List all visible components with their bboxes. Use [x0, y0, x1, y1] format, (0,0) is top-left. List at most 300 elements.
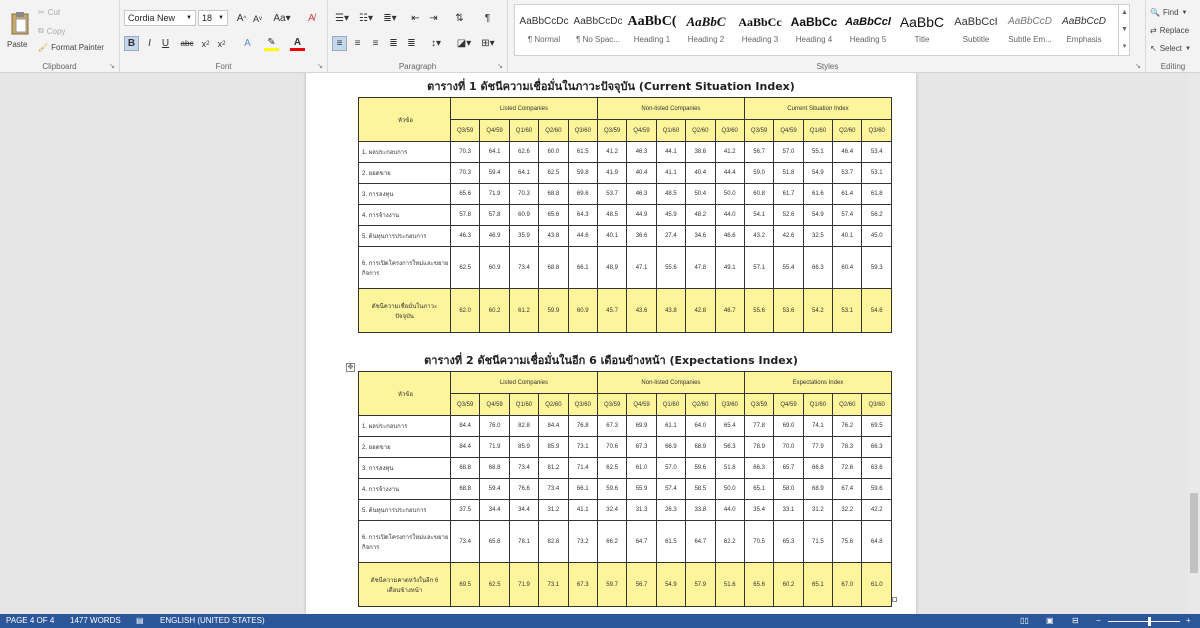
- quarter-cell: Q4/59: [627, 394, 656, 416]
- quarter-cell: Q2/60: [539, 120, 568, 142]
- strikethrough-icon[interactable]: abc: [180, 39, 194, 48]
- table-row: [359, 247, 892, 289]
- value-cell: 48.2: [686, 205, 715, 226]
- value-cell: 46.6: [715, 226, 744, 247]
- value-cell: 57.8: [480, 205, 509, 226]
- value-cell: 51.8: [774, 163, 803, 184]
- value-cell: 55.1: [803, 142, 832, 163]
- summary-value-cell: 69.5: [451, 563, 480, 607]
- summary-value-cell: 55.6: [744, 289, 773, 333]
- value-cell: 31.3: [627, 500, 656, 521]
- value-cell: 50.4: [686, 184, 715, 205]
- value-cell: 69.5: [862, 416, 892, 437]
- value-cell: 76.6: [509, 479, 538, 500]
- dialog-launcher-icon[interactable]: ↘: [1135, 63, 1141, 70]
- value-cell: 26.3: [656, 500, 685, 521]
- summary-value-cell: 71.9: [509, 563, 538, 607]
- style-heading-1[interactable]: [626, 9, 678, 55]
- scissors-icon: ✂: [38, 8, 45, 17]
- value-cell: 54.1: [744, 205, 773, 226]
- value-cell: 56.7: [744, 142, 773, 163]
- decrease-indent-icon[interactable]: ⇤: [411, 13, 420, 24]
- chevron-down-icon: ▼: [1184, 45, 1191, 52]
- value-cell: 69.9: [627, 416, 656, 437]
- dialog-launcher-icon[interactable]: ↘: [497, 63, 503, 70]
- quarter-cell: Q3/60: [715, 120, 744, 142]
- value-cell: 73.4: [509, 458, 538, 479]
- style-no-spacing[interactable]: [572, 9, 624, 55]
- editing-group: [1146, 0, 1200, 73]
- proofing-icon[interactable]: ▤: [136, 616, 144, 625]
- select-button[interactable]: [1150, 44, 1191, 53]
- paste-button[interactable]: [6, 6, 34, 40]
- value-cell: 76.2: [833, 416, 862, 437]
- chevron-down-icon: ▼: [218, 15, 224, 21]
- value-cell: 52.6: [774, 205, 803, 226]
- table-row: [359, 521, 892, 563]
- value-cell: 44.9: [627, 205, 656, 226]
- value-cell: 70.3: [451, 142, 480, 163]
- value-cell: 66.2: [597, 521, 626, 563]
- style-name: Heading 3: [741, 35, 779, 44]
- table-row: [359, 142, 892, 163]
- format-painter-button[interactable]: [38, 43, 104, 52]
- style-name: Heading 2: [687, 35, 725, 44]
- copy-icon: ⧉: [38, 26, 44, 35]
- paste-label[interactable]: Paste: [7, 40, 28, 49]
- copy-button[interactable]: [38, 26, 65, 36]
- search-icon: 🔍: [1150, 8, 1160, 17]
- table-row: [359, 163, 892, 184]
- value-cell: 78.3: [833, 437, 862, 458]
- borders-icon[interactable]: ⊞▾: [481, 38, 495, 49]
- value-cell: 68.9: [803, 479, 832, 500]
- value-cell: 72.6: [833, 458, 862, 479]
- value-cell: 70.6: [597, 437, 626, 458]
- grow-font-icon[interactable]: A ^: [236, 13, 247, 24]
- value-cell: 60.9: [509, 205, 538, 226]
- value-cell: 34.6: [686, 226, 715, 247]
- summary-value-cell: 61.0: [862, 563, 892, 607]
- find-button[interactable]: [1150, 8, 1187, 17]
- value-cell: 65.4: [715, 416, 744, 437]
- print-layout-icon[interactable]: ▣: [1046, 616, 1054, 625]
- align-left-icon[interactable]: ≡: [332, 36, 347, 51]
- value-cell: 33.8: [686, 500, 715, 521]
- scroll-down-icon[interactable]: ▼: [1121, 26, 1128, 33]
- summary-value-cell: 57.9: [686, 563, 715, 607]
- table1-caption: ตารางที่ 1 ดัชนีความเชื่อมั่นในภาวะปัจจุบัน (Current Situation Index): [427, 80, 795, 93]
- row-label-cell: 5. ต้นทุนการประกอบการ: [359, 500, 451, 521]
- document-area[interactable]: [0, 73, 1200, 614]
- clear-formatting-icon[interactable]: A̸: [308, 13, 315, 24]
- word-count[interactable]: 1477 WORDS: [70, 616, 121, 625]
- value-cell: 50.0: [715, 479, 744, 500]
- quarter-cell: Q1/60: [509, 394, 538, 416]
- style-preview: AaBbC: [686, 14, 726, 29]
- table-row: [359, 458, 892, 479]
- value-cell: 42.6: [774, 226, 803, 247]
- value-cell: 77.8: [744, 416, 773, 437]
- style-subtitle[interactable]: [950, 9, 1002, 55]
- font-group-label: Font: [215, 62, 232, 71]
- table-row: [359, 205, 892, 226]
- quarter-cell: Q2/60: [833, 394, 862, 416]
- superscript-icon[interactable]: x 2: [217, 38, 226, 49]
- style-name: ¶ Normal: [527, 35, 561, 44]
- value-cell: 70.5: [744, 521, 773, 563]
- summary-value-cell: 60.9: [568, 289, 597, 333]
- quarter-cell: Q1/60: [509, 120, 538, 142]
- summary-row: [359, 563, 892, 607]
- value-cell: 66.8: [803, 458, 832, 479]
- value-cell: 41.2: [597, 142, 626, 163]
- value-cell: 59.6: [597, 479, 626, 500]
- multilevel-list-icon[interactable]: ≣▾: [383, 13, 397, 24]
- quarter-cell: Q1/60: [656, 120, 685, 142]
- value-cell: 60.4: [833, 247, 862, 289]
- value-cell: 65.3: [774, 521, 803, 563]
- value-cell: 81.2: [539, 458, 568, 479]
- summary-value-cell: 46.7: [715, 289, 744, 333]
- summary-value-cell: 53.6: [774, 289, 803, 333]
- value-cell: 61.0: [627, 458, 656, 479]
- group-header-cell: Current Situation Index: [744, 98, 891, 120]
- value-cell: 65.6: [539, 205, 568, 226]
- chevron-down-icon: ▼: [186, 15, 192, 21]
- style-preview: AaBbC: [899, 14, 945, 30]
- zoom-out-icon[interactable]: −: [1096, 616, 1101, 625]
- dialog-launcher-icon[interactable]: ↘: [317, 63, 323, 70]
- styles-group-label: Styles: [816, 62, 839, 71]
- quarter-cell: Q4/59: [774, 120, 803, 142]
- value-cell: 67.3: [597, 416, 626, 437]
- summary-value-cell: 42.8: [686, 289, 715, 333]
- format-painter-label: Format Painter: [51, 43, 105, 52]
- style-heading-3[interactable]: [734, 9, 786, 55]
- quarter-cell: Q3/59: [451, 394, 480, 416]
- summary-value-cell: 65.1: [803, 563, 832, 607]
- pilcrow-icon[interactable]: ¶: [484, 13, 491, 24]
- summary-value-cell: 59.9: [539, 289, 568, 333]
- value-cell: 73.1: [568, 437, 597, 458]
- value-cell: 46.9: [480, 226, 509, 247]
- summary-value-cell: 62.5: [480, 563, 509, 607]
- value-cell: 65.1: [744, 479, 773, 500]
- head-label-cell: หัวข้อ: [359, 372, 451, 416]
- value-cell: 67.3: [627, 437, 656, 458]
- vertical-scrollbar[interactable]: [1188, 73, 1200, 614]
- value-cell: 59.0: [744, 163, 773, 184]
- value-cell: 41.1: [568, 500, 597, 521]
- style-preview: AaBbCc: [790, 15, 838, 29]
- font-color-icon[interactable]: A: [290, 36, 305, 51]
- document-page[interactable]: [306, 73, 916, 614]
- value-cell: 84.4: [451, 437, 480, 458]
- value-cell: 57.4: [833, 205, 862, 226]
- summary-label-cell: ดัชนีความคาดหวังในอีก 6 เดือนข้างหน้า: [359, 563, 451, 607]
- value-cell: 82.8: [539, 521, 568, 563]
- font-name-value: Cordia New: [128, 13, 176, 23]
- style-heading-4[interactable]: [788, 9, 840, 55]
- value-cell: 35.9: [509, 226, 538, 247]
- distributed-icon[interactable]: ≣: [407, 38, 416, 49]
- value-cell: 77.9: [803, 437, 832, 458]
- value-cell: 64.3: [568, 205, 597, 226]
- quarter-cell: Q2/60: [539, 394, 568, 416]
- justify-icon[interactable]: ≣: [389, 38, 398, 49]
- underline-icon[interactable]: U: [161, 38, 170, 49]
- style-preview: AaBbCcDc: [519, 16, 569, 27]
- group-header-cell: Listed Companies: [451, 372, 598, 394]
- value-cell: 48.9: [597, 247, 626, 289]
- quarter-cell: Q3/60: [862, 394, 892, 416]
- value-cell: 54.9: [803, 205, 832, 226]
- value-cell: 68.8: [539, 184, 568, 205]
- value-cell: 66.1: [568, 247, 597, 289]
- value-cell: 61.1: [656, 416, 685, 437]
- quarter-cell: Q3/59: [597, 120, 626, 142]
- quarter-cell: Q1/60: [656, 394, 685, 416]
- sort-icon[interactable]: ⇅: [455, 13, 464, 24]
- page-count[interactable]: PAGE 4 OF 4: [6, 616, 55, 625]
- row-label-cell: 3. การลงทุน: [359, 184, 451, 205]
- value-cell: 50.0: [715, 184, 744, 205]
- value-cell: 61.5: [568, 142, 597, 163]
- value-cell: 65.6: [480, 521, 509, 563]
- value-cell: 58.0: [774, 479, 803, 500]
- value-cell: 60.8: [744, 184, 773, 205]
- row-label-cell: 4. การจ้างงาน: [359, 205, 451, 226]
- value-cell: 64.7: [686, 521, 715, 563]
- style-preview: AaBbCc: [738, 15, 782, 29]
- value-cell: 55.9: [627, 479, 656, 500]
- summary-value-cell: 43.8: [656, 289, 685, 333]
- more-styles-icon[interactable]: ▾: [1122, 43, 1127, 50]
- change-case-icon[interactable]: Aa▾: [273, 13, 291, 24]
- table-row: [359, 416, 892, 437]
- value-cell: 45.9: [656, 205, 685, 226]
- replace-icon: ⇄: [1150, 26, 1157, 35]
- cursor-icon: ↖: [1150, 44, 1157, 53]
- value-cell: 57.0: [774, 142, 803, 163]
- quarter-cell: Q2/60: [686, 394, 715, 416]
- style-emphasis[interactable]: [1058, 9, 1110, 55]
- summary-value-cell: 60.2: [774, 563, 803, 607]
- value-cell: 73.4: [451, 521, 480, 563]
- value-cell: 62.6: [509, 142, 538, 163]
- cut-label: Cut: [47, 8, 61, 17]
- value-cell: 63.6: [862, 458, 892, 479]
- zoom-slider[interactable]: [1108, 621, 1180, 622]
- value-cell: 59.3: [862, 247, 892, 289]
- value-cell: 44.0: [715, 500, 744, 521]
- value-cell: 71.5: [803, 521, 832, 563]
- bold-icon[interactable]: B: [124, 36, 139, 51]
- value-cell: 74.1: [803, 416, 832, 437]
- value-cell: 60.9: [480, 247, 509, 289]
- value-cell: 70.3: [509, 184, 538, 205]
- table2[interactable]: [358, 371, 892, 607]
- line-spacing-icon[interactable]: ↕▾: [430, 38, 442, 49]
- summary-value-cell: 43.6: [627, 289, 656, 333]
- style-name: Heading 4: [795, 35, 833, 44]
- group-header-cell: Expectations Index: [744, 372, 891, 394]
- style-heading-5[interactable]: [842, 9, 894, 55]
- summary-value-cell: 53.1: [833, 289, 862, 333]
- value-cell: 85.9: [539, 437, 568, 458]
- value-cell: 57.0: [656, 458, 685, 479]
- summary-value-cell: 65.6: [744, 563, 773, 607]
- value-cell: 31.2: [539, 500, 568, 521]
- value-cell: 59.8: [568, 163, 597, 184]
- subscript-icon[interactable]: x 2: [201, 38, 210, 49]
- value-cell: 57.1: [744, 247, 773, 289]
- shrink-font-icon[interactable]: A v: [252, 13, 262, 24]
- dialog-launcher-icon[interactable]: ↘: [109, 63, 115, 70]
- quarter-cell: Q3/60: [568, 394, 597, 416]
- replace-button[interactable]: [1150, 26, 1189, 35]
- bullets-icon[interactable]: ☰▾: [335, 13, 349, 24]
- quarter-cell: Q3/59: [451, 120, 480, 142]
- value-cell: 54.9: [803, 163, 832, 184]
- styles-scroll[interactable]: [1118, 4, 1130, 56]
- table-resize-handle[interactable]: [892, 597, 897, 602]
- text-effects-icon[interactable]: A: [244, 38, 251, 49]
- value-cell: 41.9: [597, 163, 626, 184]
- value-cell: 68.8: [451, 479, 480, 500]
- style-normal[interactable]: [518, 9, 570, 55]
- value-cell: 61.6: [803, 184, 832, 205]
- read-mode-icon[interactable]: ▯▯: [1020, 616, 1029, 625]
- value-cell: 46.3: [451, 226, 480, 247]
- shading-icon[interactable]: ◪▾: [456, 38, 472, 49]
- header-row: [359, 98, 892, 120]
- value-cell: 40.4: [627, 163, 656, 184]
- group-header-cell: Non-listed Companies: [597, 372, 744, 394]
- value-cell: 59.6: [686, 458, 715, 479]
- value-cell: 73.2: [568, 521, 597, 563]
- language-indicator[interactable]: ENGLISH (UNITED STATES): [160, 616, 265, 625]
- value-cell: 61.7: [774, 184, 803, 205]
- value-cell: 37.5: [451, 500, 480, 521]
- scroll-up-icon[interactable]: ▲: [1121, 9, 1128, 16]
- status-bar: [0, 614, 1200, 628]
- value-cell: 69.6: [568, 184, 597, 205]
- summary-row: [359, 289, 892, 333]
- value-cell: 78.1: [509, 521, 538, 563]
- table-row: [359, 437, 892, 458]
- quarter-cell: Q4/59: [627, 120, 656, 142]
- value-cell: 68.8: [451, 458, 480, 479]
- summary-value-cell: 54.6: [862, 289, 892, 333]
- value-cell: 66.3: [803, 247, 832, 289]
- italic-icon[interactable]: I: [148, 38, 151, 49]
- value-cell: 48.5: [597, 205, 626, 226]
- value-cell: 73.4: [509, 247, 538, 289]
- value-cell: 76.8: [568, 416, 597, 437]
- value-cell: 53.7: [833, 163, 862, 184]
- row-label-cell: 2. ยอดขาย: [359, 437, 451, 458]
- zoom-slider-thumb[interactable]: [1148, 617, 1151, 626]
- value-cell: 46.3: [627, 142, 656, 163]
- summary-label-cell: ดัชนีความเชื่อมั่นในภาวะปัจจุบัน: [359, 289, 451, 333]
- chevron-down-icon: ▼: [1181, 9, 1188, 16]
- style-title[interactable]: [896, 9, 948, 55]
- quarter-cell: Q4/59: [480, 394, 509, 416]
- highlight-icon[interactable]: ✎: [264, 36, 279, 51]
- table-row: [359, 226, 892, 247]
- font-size-select[interactable]: [198, 10, 228, 26]
- value-cell: 43.8: [539, 226, 568, 247]
- zoom-in-icon[interactable]: +: [1186, 616, 1191, 625]
- cut-button[interactable]: [38, 8, 60, 17]
- web-layout-icon[interactable]: ⊟: [1072, 616, 1079, 625]
- row-label-cell: 1. ผลประกอบการ: [359, 142, 451, 163]
- style-name: Heading 1: [633, 35, 671, 44]
- value-cell: 40.1: [833, 226, 862, 247]
- value-cell: 64.1: [509, 163, 538, 184]
- value-cell: 42.2: [862, 500, 892, 521]
- style-heading-2[interactable]: [680, 9, 732, 55]
- table1[interactable]: [358, 97, 892, 333]
- value-cell: 64.1: [480, 142, 509, 163]
- ribbon: [0, 0, 1200, 73]
- editing-group-label: Editing: [1160, 62, 1186, 71]
- value-cell: 66.3: [862, 437, 892, 458]
- table-row: [359, 184, 892, 205]
- quarter-cell: Q1/60: [803, 394, 832, 416]
- font-size-value: 18: [202, 13, 213, 23]
- align-center-icon[interactable]: ≡: [354, 38, 361, 49]
- quarter-cell: Q1/60: [803, 120, 832, 142]
- value-cell: 38.6: [686, 142, 715, 163]
- style-name: Subtitle: [962, 35, 990, 44]
- value-cell: 82.8: [509, 416, 538, 437]
- quarter-cell: Q3/60: [715, 394, 744, 416]
- value-cell: 46.4: [833, 142, 862, 163]
- clipboard-group: [0, 0, 120, 73]
- value-cell: 32.5: [803, 226, 832, 247]
- head-label-cell: หัวข้อ: [359, 98, 451, 142]
- value-cell: 67.4: [833, 479, 862, 500]
- font-name-select[interactable]: [124, 10, 196, 26]
- value-cell: 66.9: [656, 437, 685, 458]
- numbering-icon[interactable]: ☷▾: [359, 13, 373, 24]
- value-cell: 48.5: [656, 184, 685, 205]
- style-subtle-emphasis[interactable]: [1004, 9, 1056, 55]
- style-name: Title: [914, 35, 930, 44]
- value-cell: 62.5: [451, 247, 480, 289]
- clipboard-group-label: Clipboard: [42, 62, 77, 71]
- style-name: ¶ No Spac...: [576, 35, 620, 44]
- value-cell: 57.8: [451, 205, 480, 226]
- increase-indent-icon[interactable]: ⇥: [429, 13, 438, 24]
- value-cell: 59.6: [862, 479, 892, 500]
- value-cell: 43.2: [744, 226, 773, 247]
- value-cell: 40.1: [597, 226, 626, 247]
- value-cell: 41.2: [715, 142, 744, 163]
- value-cell: 68.8: [480, 458, 509, 479]
- value-cell: 34.4: [509, 500, 538, 521]
- value-cell: 66.1: [568, 479, 597, 500]
- align-right-icon[interactable]: ≡: [372, 38, 379, 49]
- table-move-handle-icon[interactable]: ✥: [347, 364, 354, 371]
- scroll-thumb[interactable]: [1190, 493, 1198, 573]
- table-row: [359, 500, 892, 521]
- value-cell: 49.1: [715, 247, 744, 289]
- table-row: [359, 479, 892, 500]
